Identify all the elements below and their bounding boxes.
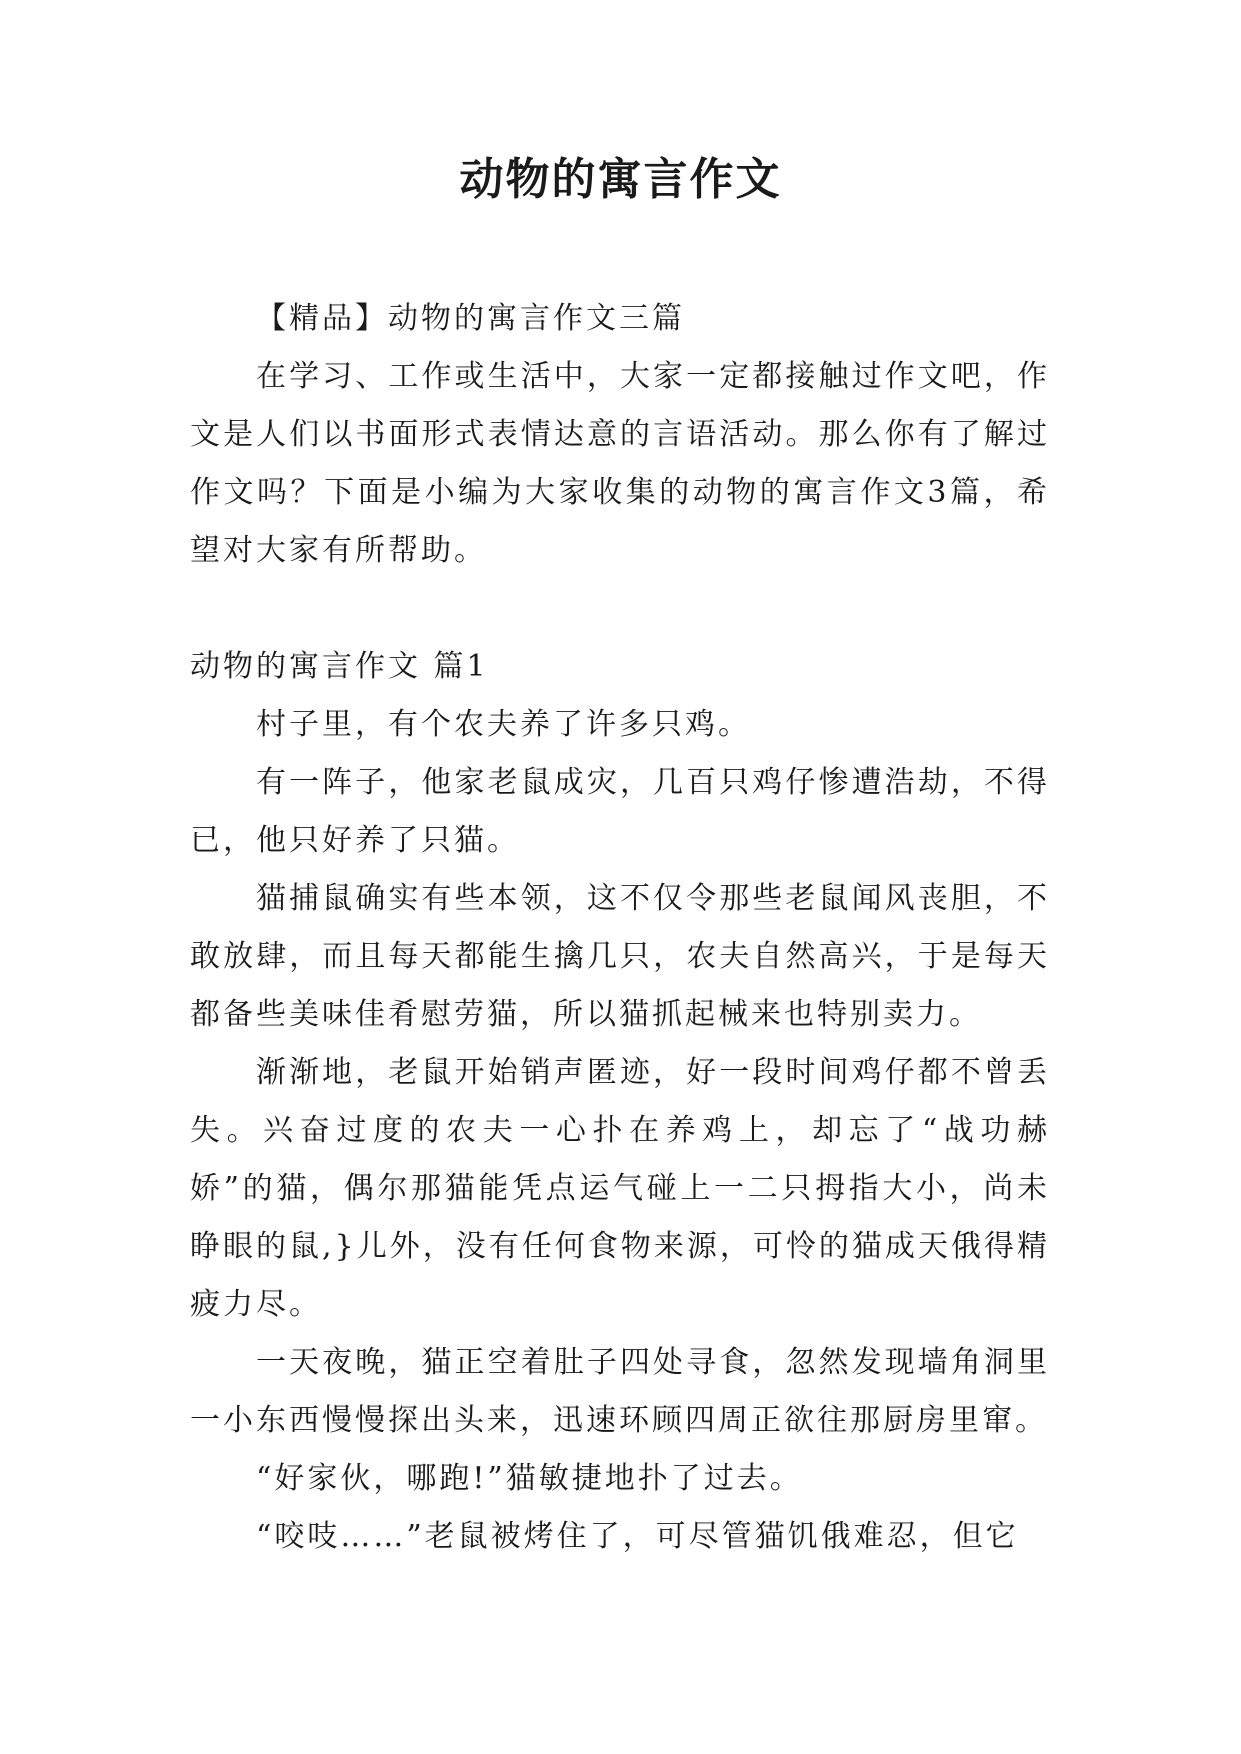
paragraph-spacer [190, 580, 1050, 638]
body-paragraph: “咬吱……”老鼠被烤住了，可尽管猫饥俄难忍，但它 [256, 1519, 1019, 1554]
document-body [190, 290, 1050, 1566]
document-title: 动物的寓言作文 [459, 154, 782, 205]
body-paragraph: “好家伙，哪跑!”猫敏捷地扑了过去。 [256, 1461, 803, 1496]
document-subtitle: 【精品】动物的寓言作文三篇 [256, 301, 685, 336]
body-paragraph: 渐渐地，老鼠开始销声匿迹，好一段时间鸡仔都不曾丢失。兴奋过度的农夫一心扑在养鸡上，却忘了“战功赫娇”的猫，偶尔那猫能凭点运气碰上一二只拇指大小，尚未睁眼的鼠,}儿外，没有任何食物来源，可怜的猫成天俄得精疲力尽。 [190, 1055, 1050, 1322]
body-paragraph: 一天夜晚，猫正空着肚子四处寻食，忽然发现墙角洞里一小东西慢慢探出头来，迅速环顾四周正欲往那厨房里窜。 [190, 1345, 1050, 1438]
body-paragraph: 有一阵子，他家老鼠成灾，几百只鸡仔惨遭浩劫，不得已，他只好养了只猫。 [190, 765, 1050, 858]
section-heading: 动物的寓言作文 篇1 [190, 649, 489, 684]
body-paragraph: 村子里，有个农夫养了许多只鸡。 [256, 707, 751, 742]
body-paragraph: 猫捕鼠确实有些本领，这不仅令那些老鼠闻风丧胆，不敢放肆，而且每天都能生擒几只，农夫自然高兴，于是每天都备些美味佳肴慰劳猫，所以猫抓起械来也特别卖力。 [190, 881, 1050, 1032]
intro-paragraph: 在学习、工作或生活中，大家一定都接触过作文吧，作文是人们以书面形式表情达意的言语活动。那么你有了解过作文吗？下面是小编为大家收集的动物的寓言作文3篇，希望对大家有所帮助。 [190, 359, 1050, 568]
